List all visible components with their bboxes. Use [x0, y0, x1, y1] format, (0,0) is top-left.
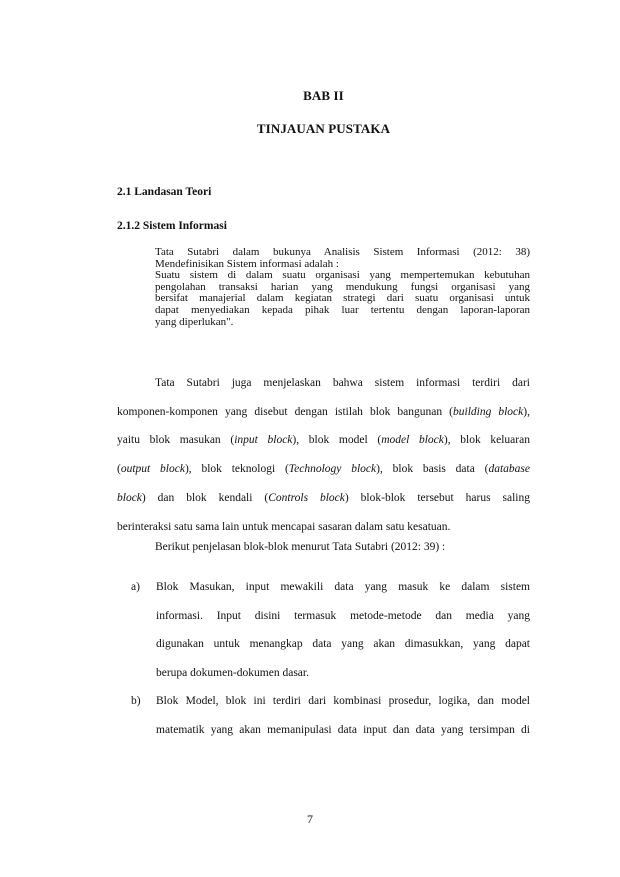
quote-line: pengolahan transaksi harian yang mendukung fungsi organisasi yang: [155, 280, 530, 293]
paragraph-line: Tata Sutabri juga menjelaskan bahwa sistem informasi terdiri dari: [155, 377, 530, 389]
quote-line: bersifat manajerial dalam kegiatan strategi dari suatu organisasi untuk: [155, 292, 530, 305]
body-paragraph: [117, 369, 530, 541]
quote-line: Suatu sistem di dalam suatu organisasi yang mempertemukan kebutuhan: [155, 269, 530, 282]
list-line: Blok Model, blok ini terdiri dari kombinasi prosedur, logika, dan model: [156, 695, 530, 707]
quote-line: Mendefinisikan Sistem informasi adalah :: [155, 257, 339, 270]
list-line: digunakan untuk menangkap data yang akan dimasukkan, yang dapat: [156, 638, 530, 651]
quote-line: Tata Sutabri dalam bukunya Analisis Sistem Informasi (2012: 38): [155, 246, 530, 258]
section-heading: 2.1 Landasan Teori: [117, 186, 212, 198]
list-item: [131, 573, 530, 693]
subsection-heading: 2.1.2 Sistem Informasi: [117, 220, 227, 232]
quote-line: yang diperlukan".: [155, 315, 234, 328]
list-marker: b): [131, 695, 141, 707]
list-line: berupa dokumen-dokumen dasar.: [156, 667, 309, 680]
intro-sentence: Berikut penjelasan blok-blok menurut Tata Sutabri (2012: 39) :: [155, 541, 446, 553]
block-quote: [155, 247, 530, 328]
paragraph-line: komponen-komponen yang disebut dengan istilah blok bangunan (building block),: [117, 405, 530, 418]
chapter-heading: BAB II: [303, 88, 344, 103]
chapter-title: TINJAUAN PUSTAKA: [256, 121, 391, 136]
quote-line: dapat menyediakan kepada pihak luar tertentu dengan laporan-laporan: [155, 303, 530, 316]
list-line: matematik yang akan memanipulasi data input dan data yang tersimpan di: [156, 723, 530, 736]
list-item: [131, 687, 530, 747]
list-line: informasi. Input disini termasuk metode-metode dan media yang: [156, 609, 530, 622]
page-number: 7: [307, 812, 313, 826]
paragraph-line: (output block), blok teknologi (Technology block), blok basis data (database: [117, 463, 530, 476]
paragraph-line: block) dan blok kendali (Controls block) blok-blok tersebut harus saling: [117, 491, 530, 504]
list-marker: a): [131, 581, 140, 593]
paragraph-line: berinteraksi satu sama lain untuk mencapai sasaran dalam satu kesatuan.: [117, 520, 451, 533]
list-line: Blok Masukan, input mewakili data yang masuk ke dalam sistem: [156, 581, 530, 593]
paragraph-line: yaitu blok masukan (input block), blok model (model block), blok keluaran: [117, 434, 530, 447]
